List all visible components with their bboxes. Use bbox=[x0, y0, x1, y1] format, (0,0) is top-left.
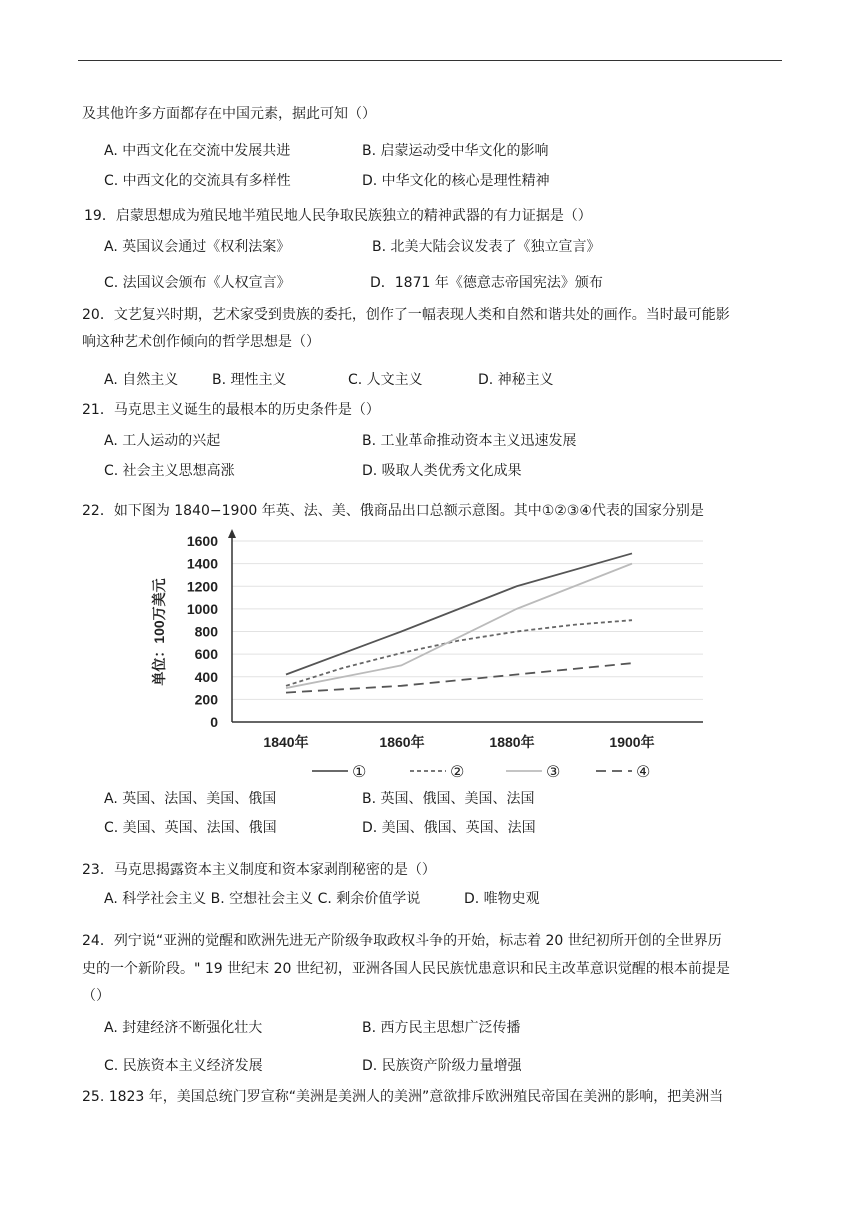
y-tick-label: 1000 bbox=[186, 600, 218, 617]
text-line: C. 人文主义 bbox=[348, 372, 423, 388]
text-line: A. 科学社会主义 B. 空想社会主义 C. 剩余价值学说 bbox=[104, 891, 421, 907]
series-line bbox=[286, 564, 632, 688]
y-tick-label: 400 bbox=[194, 668, 218, 685]
x-tick-label: 1880年 bbox=[489, 734, 535, 750]
x-tick-label: 1860年 bbox=[379, 734, 425, 750]
text-line: D．1871 年《德意志帝国宪法》颁布 bbox=[370, 275, 603, 291]
text-line: 响这种艺术创作倾向的哲学思想是（） bbox=[82, 334, 320, 350]
x-tick-label: 1840年 bbox=[263, 734, 309, 750]
text-line: B. 工业革命推动资本主义迅速发展 bbox=[362, 433, 577, 449]
legend-label: ④ bbox=[636, 762, 651, 781]
series-line bbox=[286, 553, 632, 674]
text-line: A. 封建经济不断强化壮大 bbox=[104, 1020, 263, 1036]
y-tick-label: 1400 bbox=[186, 555, 218, 572]
text-line: A. 英国议会通过《权利法案》 bbox=[104, 239, 291, 255]
text-line: C. 社会主义思想高涨 bbox=[104, 463, 235, 479]
text-line: B. 北美大陆会议发表了《独立宣言》 bbox=[372, 239, 601, 255]
text-line: D. 吸取人类优秀文化成果 bbox=[362, 463, 522, 479]
text-line: A. 英国、法国、美国、俄国 bbox=[104, 791, 277, 807]
text-line: A. 自然主义 bbox=[104, 372, 179, 388]
series-line bbox=[286, 620, 632, 686]
text-line: C. 法国议会颁布《人权宣言》 bbox=[104, 275, 291, 291]
text-line: 史的一个新阶段。" 19 世纪末 20 世纪初，亚洲各国人民民族忧患意识和民主改革意识觉醒的根本前提是 bbox=[82, 961, 730, 977]
text-line: D. 中华文化的核心是理性精神 bbox=[362, 173, 550, 189]
text-line: D. 神秘主义 bbox=[478, 372, 554, 388]
text-line: B. 理性主义 bbox=[212, 372, 287, 388]
y-axis-label: 单位：100万美元 bbox=[151, 578, 167, 686]
y-tick-label: 200 bbox=[194, 691, 218, 708]
legend-label: ③ bbox=[546, 762, 561, 781]
text-line: 20．文艺复兴时期，艺术家受到贵族的委托，创作了一幅表现人类和自然和谐共处的画作。当时最可能影 bbox=[82, 307, 730, 323]
text-line: 22．如下图为 1840−1900 年英、法、美、俄商品出口总额示意图。其中①②③④代表的国家分别是 bbox=[82, 503, 704, 519]
text-line: C. 民族资本主义经济发展 bbox=[104, 1058, 263, 1074]
text-line: D. 唯物史观 bbox=[464, 891, 540, 907]
y-tick-label: 1600 bbox=[186, 533, 218, 549]
text-line: （） bbox=[82, 988, 110, 1004]
y-tick-label: 0 bbox=[210, 714, 218, 730]
text-line: A. 中西文化在交流中发展共进 bbox=[104, 143, 291, 159]
text-line: A. 工人运动的兴起 bbox=[104, 433, 221, 449]
text-line: 23．马克思揭露资本主义制度和资本家剥削秘密的是（） bbox=[82, 862, 436, 878]
export-chart bbox=[140, 526, 720, 788]
legend-label: ① bbox=[352, 762, 367, 781]
header-rule bbox=[78, 60, 782, 61]
text-line: 19．启蒙思想成为殖民地半殖民地人民争取民族独立的精神武器的有力证据是（） bbox=[84, 208, 592, 224]
text-line: C. 中西文化的交流具有多样性 bbox=[104, 173, 291, 189]
y-axis-arrow bbox=[228, 529, 236, 538]
text-line: 24．列宁说“亚洲的觉醒和欧洲先进无产阶级争取政权斗争的开始，标志着 20 世纪初所开创的全世界历 bbox=[82, 933, 722, 949]
y-tick-label: 1200 bbox=[186, 578, 218, 595]
text-line: B. 启蒙运动受中华文化的影响 bbox=[362, 143, 549, 159]
text-line: B. 西方民主思想广泛传播 bbox=[362, 1020, 521, 1036]
text-line: D. 美国、俄国、英国、法国 bbox=[362, 820, 536, 836]
text-line: D. 民族资产阶级力量增强 bbox=[362, 1058, 522, 1074]
text-line: 及其他许多方面都存在中国元素，据此可知（） bbox=[82, 106, 376, 122]
y-tick-label: 800 bbox=[194, 623, 218, 640]
text-line: 25. 1823 年，美国总统门罗宣称“美洲是美洲人的美洲”意欲排斥欧洲殖民帝国在美洲的影响，把美洲当 bbox=[82, 1089, 724, 1105]
y-tick-label: 600 bbox=[194, 646, 218, 663]
text-line: C. 美国、英国、法国、俄国 bbox=[104, 820, 277, 836]
text-line: 21．马克思主义诞生的最根本的历史条件是（） bbox=[82, 402, 380, 418]
text-line: B. 英国、俄国、美国、法国 bbox=[362, 791, 535, 807]
x-tick-label: 1900年 bbox=[609, 734, 655, 750]
legend-label: ② bbox=[450, 762, 465, 781]
